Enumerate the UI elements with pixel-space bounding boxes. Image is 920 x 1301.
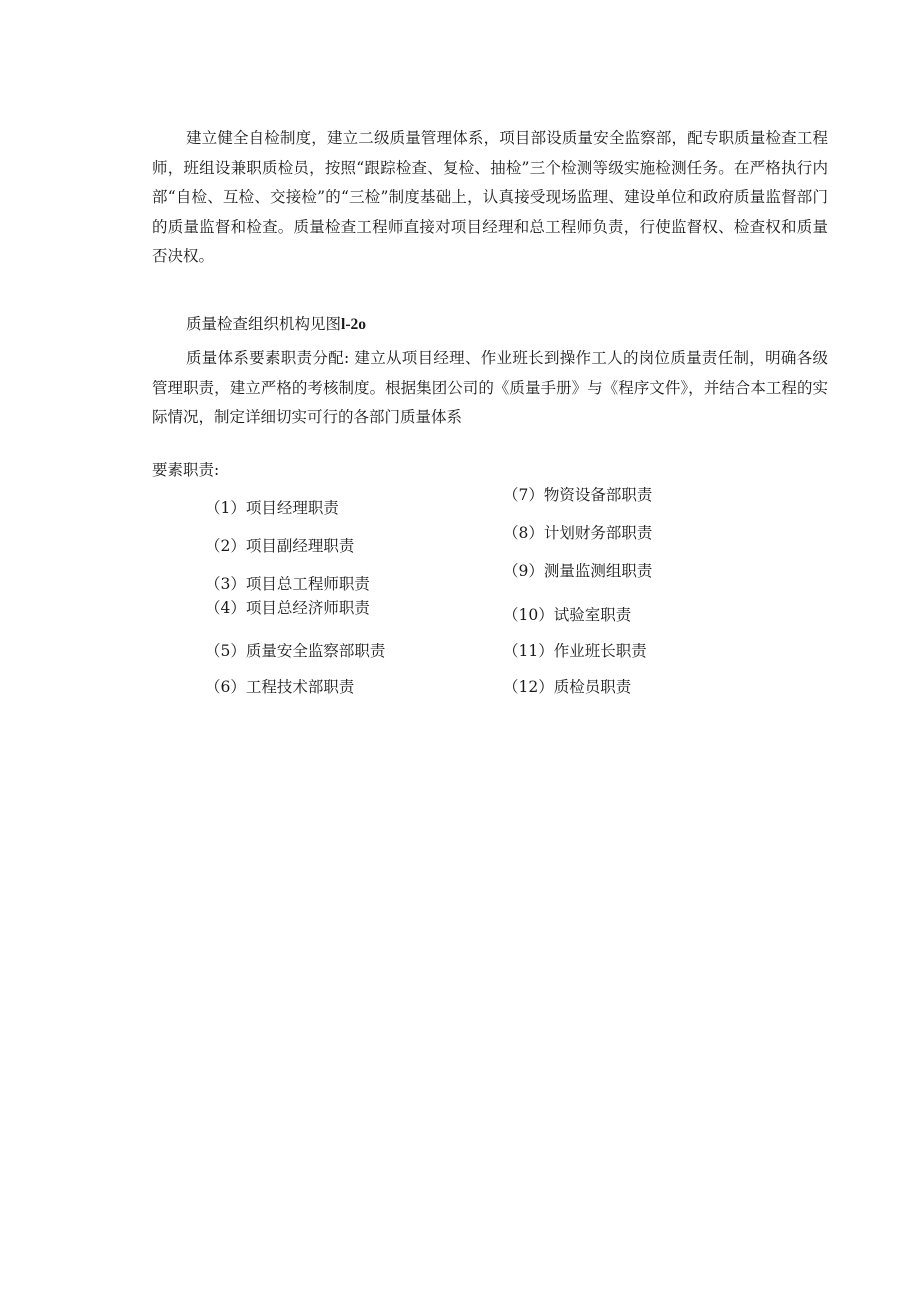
duty-item-laboratory: （10）试验室职责 xyxy=(503,606,632,624)
figure-reference-text: 质量检查组织机构见图 xyxy=(186,315,342,333)
paragraph-figure-reference xyxy=(152,310,828,340)
duty-item-chief-engineer: （3）项目总工程师职责 xyxy=(205,575,370,593)
paragraph-quality-self-check: 建立健全自检制度，建立二级质量管理体系，项目部设质量安全监察部，配专职质量检查工程师，班组设兼职质检员，按照“跟踪检查、复检、抽检”三个检测等级实施检测任务。在严格执行内部“自检、互检、交接检”的“三检”制度基础上，认真接受现场监理、建设单位和政府质量监督部门的质量监督和检查。质量检查工程师直接对项目经理和总工程师负责，行使监督权、检查权和质量否决权。 xyxy=(152,129,828,265)
paragraph-quality-system-duties: 质量体系要素职责分配: 建立从项目经理、作业班长到操作工人的岗位质量责任制，明确各级管理职责，建立严格的考核制度。根据集团公司的《质量手册》与《程序文件》，并结合本工程的实际情况，制定详细切实可行的各部门质量体系 xyxy=(152,349,828,426)
duty-item-project-manager: （1）项目经理职责 xyxy=(205,499,339,517)
paragraph-element-duties: 要素职责: xyxy=(152,461,220,479)
duty-item-planning-finance-dept: （8）计划财务部职责 xyxy=(503,524,653,542)
duty-item-chief-economist: （4）项目总经济师职责 xyxy=(205,599,370,617)
duty-item-deputy-manager: （2）项目副经理职责 xyxy=(205,537,355,555)
duty-item-survey-monitoring-group: （9）测量监测组职责 xyxy=(503,562,653,580)
duty-item-quality-inspector: （12）质检员职责 xyxy=(503,678,632,696)
duty-item-quality-safety-dept: （5）质量安全监察部职责 xyxy=(205,642,386,660)
duty-item-engineering-tech-dept: （6）工程技术部职责 xyxy=(205,678,355,696)
figure-number: l-2o xyxy=(341,316,366,333)
duty-item-team-leader: （11）作业班长职责 xyxy=(503,642,647,660)
duty-item-materials-equipment-dept: （7）物资设备部职责 xyxy=(503,486,653,504)
